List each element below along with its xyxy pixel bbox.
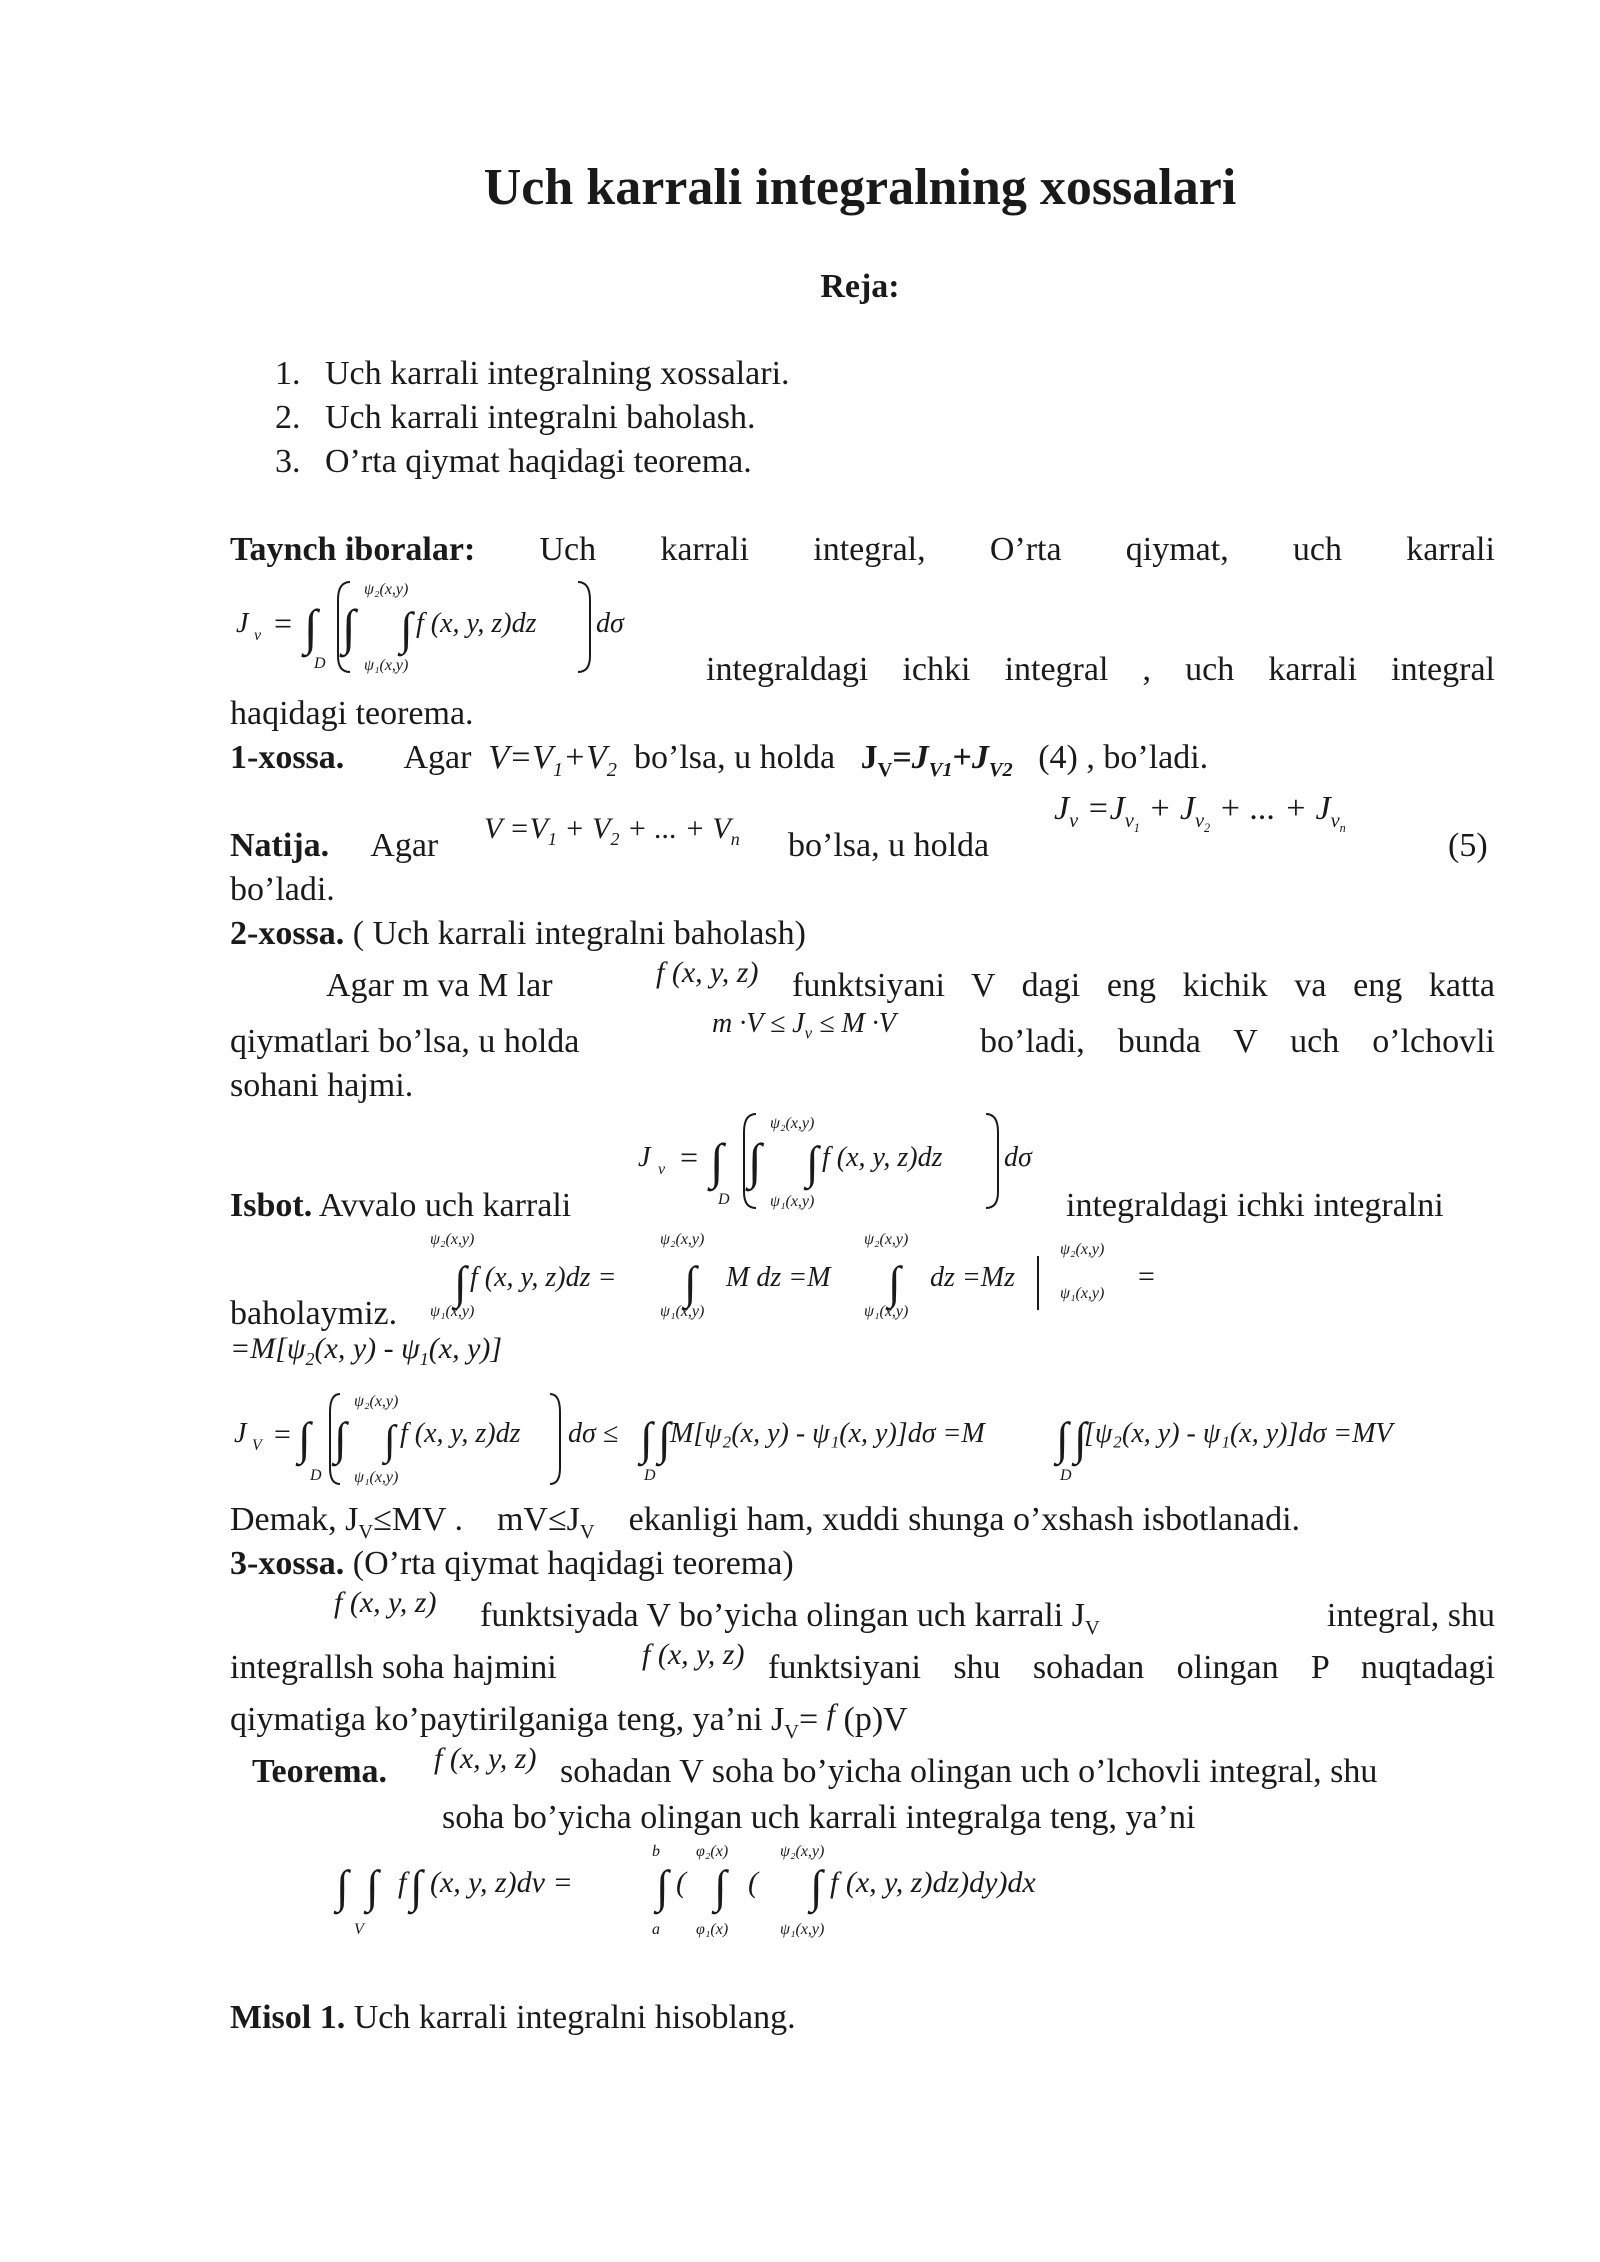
corollary-text: bo’lsa, u holda bbox=[788, 827, 990, 864]
svg-text:∫: ∫ bbox=[640, 1413, 653, 1464]
svg-text:∫: ∫ bbox=[710, 1133, 724, 1189]
svg-text:(: ( bbox=[676, 1866, 686, 1899]
estimate-inequality: $m \cdot V \le J_v \le M \cdot V$ bbox=[712, 1008, 896, 1043]
svg-text:J: J bbox=[234, 1418, 247, 1449]
svg-text:∫: ∫ bbox=[400, 603, 413, 654]
proof-line1b: integraldagi ichki integralni bbox=[1066, 1187, 1444, 1224]
svg-text:dσ: dσ bbox=[1004, 1142, 1032, 1173]
svg-text:∫: ∫ bbox=[1056, 1413, 1069, 1464]
svg-text:J: J bbox=[236, 608, 249, 639]
svg-text:f (x, y, z)dz =: f (x, y, z)dz = bbox=[470, 1262, 617, 1293]
svg-text:ψ₂(x,y): ψ₂(x,y) bbox=[770, 1115, 815, 1132]
svg-text:a: a bbox=[652, 1921, 660, 1938]
svg-text:dσ: dσ bbox=[596, 608, 624, 639]
property-3-line2b: funktsiyani shu sohadan olingan P nuqtadagi bbox=[768, 1649, 1495, 1686]
property-3-line2a: integrallsh soha hajmini bbox=[230, 1649, 557, 1686]
svg-text:∫: ∫ bbox=[298, 1413, 311, 1464]
triple-integral-formula bbox=[232, 570, 652, 680]
plan-heading: Reja: bbox=[820, 268, 900, 305]
svg-text:ψ₂(x,y): ψ₂(x,y) bbox=[780, 1843, 825, 1860]
f-xyz: f (x, y, z) bbox=[642, 1638, 745, 1671]
corollary-label: Natija. bbox=[230, 827, 330, 864]
svg-text:ψ₁(x,y): ψ₁(x,y) bbox=[364, 657, 409, 674]
svg-text:D: D bbox=[644, 1467, 656, 1484]
svg-text:∫: ∫ bbox=[342, 599, 356, 655]
proof-conclusion: Demak, $J_V\le MV$ . $mV\le J_V$ ekanligi ham, xuddi shunga o’xshash isbotlanadi. bbox=[230, 1501, 1301, 1543]
svg-text:ψ₁(x,y): ψ₁(x,y) bbox=[660, 1303, 705, 1320]
svg-text:∫: ∫ bbox=[384, 1418, 396, 1464]
proof-estimate-chain bbox=[230, 1384, 1500, 1494]
property-2-label: 2-xossa. bbox=[230, 915, 345, 952]
svg-text:=: = bbox=[680, 1139, 699, 1175]
proof-baholaymiz: baholaymiz. bbox=[230, 1295, 398, 1332]
svg-text:D: D bbox=[718, 1191, 730, 1208]
svg-text:ψ₁(x,y): ψ₁(x,y) bbox=[354, 1469, 399, 1486]
keywords-line: Taynch iboralar: Uch karrali integral, O’rta qiymat, uch karrali bbox=[230, 528, 1495, 572]
svg-text:∫: ∫ bbox=[454, 1257, 467, 1308]
svg-text:D: D bbox=[314, 655, 326, 672]
theorem-line1: sohadan V soha bo’yicha olingan uch o’lchovli integral, shu bbox=[560, 1753, 1378, 1790]
svg-text:D: D bbox=[1060, 1467, 1072, 1484]
svg-text:f: f bbox=[398, 1866, 407, 1899]
svg-text:∫: ∫ bbox=[656, 1861, 669, 1912]
example-1: Misol 1. Uch karrali integralni hisoblang. bbox=[230, 1999, 796, 2036]
page-title: Uch karrali integralning xossalari bbox=[483, 159, 1237, 216]
svg-text:M[ψ₂(x, y) - ψ₁(x, y)]dσ =M: M[ψ₂(x, y) - ψ₁(x, y)]dσ =M bbox=[670, 1418, 985, 1449]
svg-text:M dz =M: M dz =M bbox=[726, 1262, 831, 1293]
keywords-line2: integraldagi ichki integral , uch karrali integral bbox=[706, 651, 1495, 688]
svg-text:ψ₂(x,y): ψ₂(x,y) bbox=[1060, 1241, 1105, 1258]
property-3: 3-xossa. (O’rta qiymat haqidagi teorema) bbox=[230, 1545, 794, 1582]
svg-text:ψ₂(x,y): ψ₂(x,y) bbox=[864, 1231, 909, 1248]
property-2-line2a: qiymatlari bo’lsa, u holda bbox=[230, 1023, 580, 1060]
corollary-condition: $V =V_1 + V_2$ + ... + $V_n$ bbox=[484, 812, 740, 849]
property-2-line3: sohani hajmi. bbox=[230, 1067, 414, 1104]
corollary-end: bo’ladi. bbox=[230, 871, 335, 908]
property-1: 1-xossa. Agar $V=V_1+V_2$ bo’lsa, u holda $J_V=J_{V1}+J_{V2}$ (4) , bo’ladi. bbox=[230, 739, 1209, 781]
property-3-line1: funktsiyada V bo’yicha olingan uch karrali $J_V$ integral, shu bbox=[480, 1597, 1495, 1639]
svg-text:∫: ∫ bbox=[366, 1861, 379, 1912]
property-2: 2-xossa. ( Uch karrali integralni baholash) bbox=[230, 915, 806, 952]
svg-text:D: D bbox=[310, 1467, 322, 1484]
svg-text:ψ₁(x,y): ψ₁(x,y) bbox=[864, 1303, 909, 1320]
svg-text:f (x, y, z)dz: f (x, y, z)dz bbox=[400, 1418, 521, 1449]
keywords-line3: haqidagi teorema. bbox=[230, 695, 474, 732]
property-2-line1b: funktsiyani V dagi eng kichik va eng katta bbox=[792, 967, 1495, 1004]
svg-text:ψ₁(x,y): ψ₁(x,y) bbox=[770, 1193, 815, 1210]
svg-text:ψ₂(x,y): ψ₂(x,y) bbox=[660, 1231, 705, 1248]
svg-text:v: v bbox=[254, 627, 262, 644]
svg-text:∫: ∫ bbox=[806, 1137, 819, 1188]
plan-item: 1. Uch karrali integralning xossalari. bbox=[275, 355, 790, 392]
svg-text:(: ( bbox=[748, 1866, 758, 1899]
svg-text:∫: ∫ bbox=[684, 1257, 697, 1308]
svg-text:∫: ∫ bbox=[1074, 1413, 1087, 1464]
property-2-line1a: Agar m va M lar bbox=[326, 967, 553, 1004]
svg-text:f (x, y, z)dz)dy)dx: f (x, y, z)dz)dy)dx bbox=[830, 1866, 1036, 1899]
svg-text:=: = bbox=[274, 1418, 291, 1451]
svg-text:∫: ∫ bbox=[658, 1413, 671, 1464]
svg-text:b: b bbox=[652, 1843, 660, 1860]
svg-text:J: J bbox=[638, 1142, 651, 1173]
svg-text:∫: ∫ bbox=[888, 1257, 901, 1308]
svg-text:ψ₁(x,y): ψ₁(x,y) bbox=[430, 1303, 475, 1320]
proof-label: Isbot. bbox=[230, 1187, 313, 1224]
theorem-label: Teorema. bbox=[252, 1753, 388, 1790]
svg-text:∫: ∫ bbox=[748, 1133, 762, 1189]
svg-text:ψ₂(x,y): ψ₂(x,y) bbox=[354, 1393, 399, 1410]
corollary-formula: $J_v =J_{v_1} + J_{v_2}$ + ... + $J_{v_n}$ bbox=[1054, 790, 1346, 835]
corollary-label-line: Natija. Agar bbox=[230, 827, 439, 864]
plan-item: 2. Uch karrali integralni baholash. bbox=[275, 399, 756, 436]
svg-text:∫: ∫ bbox=[714, 1861, 727, 1912]
svg-text:=: = bbox=[274, 605, 293, 641]
svg-text:v: v bbox=[658, 1161, 666, 1178]
svg-text:ψ₁(x,y): ψ₁(x,y) bbox=[780, 1921, 825, 1938]
plan-list bbox=[275, 352, 790, 484]
property-1-label: 1-xossa. bbox=[230, 739, 345, 776]
svg-text:ψ₂(x,y): ψ₂(x,y) bbox=[430, 1231, 475, 1248]
proof-line1: Isbot. Avvalo uch karrali bbox=[230, 1187, 572, 1224]
svg-text:∫: ∫ bbox=[336, 1861, 349, 1912]
svg-text:ψ₂(x,y): ψ₂(x,y) bbox=[364, 581, 409, 598]
svg-text:=: = bbox=[1138, 1260, 1155, 1293]
svg-text:V: V bbox=[252, 1437, 262, 1454]
svg-text:dσ ≤: dσ ≤ bbox=[568, 1418, 619, 1449]
svg-text:f (x, y, z)dz: f (x, y, z)dz bbox=[416, 608, 537, 639]
f-xyz: f (x, y, z) bbox=[334, 1586, 437, 1619]
f-xyz: f (x, y, z) bbox=[656, 956, 759, 989]
f-xyz: f (x, y, z) bbox=[434, 1742, 537, 1775]
svg-text:V: V bbox=[354, 1921, 364, 1938]
svg-text:f (x, y, z)dz: f (x, y, z)dz bbox=[822, 1142, 943, 1173]
corollary-ref: (5) bbox=[1448, 827, 1488, 864]
svg-text:φ₂(x): φ₂(x) bbox=[696, 1843, 729, 1860]
svg-text:∫: ∫ bbox=[410, 1861, 423, 1912]
inner-integral-estimate bbox=[420, 1226, 1180, 1336]
example-label: Misol 1. bbox=[230, 1999, 346, 2036]
keywords-label: Taynch iboralar: bbox=[230, 531, 476, 568]
plan-item: 3. O’rta qiymat haqidagi teorema. bbox=[275, 443, 752, 480]
iterated-integral-formula bbox=[330, 1836, 1230, 1948]
property-2-line2b: bo’ladi, bunda V uch o’lchovli bbox=[980, 1023, 1495, 1060]
svg-text:(x, y, z)dv =: (x, y, z)dv = bbox=[430, 1866, 573, 1899]
svg-text:∫: ∫ bbox=[334, 1413, 347, 1464]
svg-text:ψ₁(x,y): ψ₁(x,y) bbox=[1060, 1285, 1105, 1302]
theorem-line2: soha bo’yicha olingan uch karrali integralga teng, ya’ni bbox=[442, 1799, 1196, 1836]
svg-text:dz =Mz: dz =Mz bbox=[930, 1262, 1016, 1293]
svg-text:[ψ₂(x, y) - ψ₁(x, y)]dσ =MV: [ψ₂(x, y) - ψ₁(x, y)]dσ =MV bbox=[1084, 1418, 1393, 1449]
property-3-line3: qiymatiga ko’paytirilganiga teng, ya’ni $J_V= f$ (p)V bbox=[230, 1698, 908, 1743]
property-3-label: 3-xossa. bbox=[230, 1545, 345, 1582]
proof-integral-formula bbox=[632, 1100, 1052, 1220]
svg-text:∫: ∫ bbox=[304, 599, 318, 655]
svg-text:φ₁(x): φ₁(x) bbox=[696, 1921, 729, 1938]
proof-difference: $=M[\psi_2(x$, $y) - \psi_1(x$, y)] bbox=[230, 1332, 503, 1369]
svg-text:∫: ∫ bbox=[810, 1861, 823, 1912]
